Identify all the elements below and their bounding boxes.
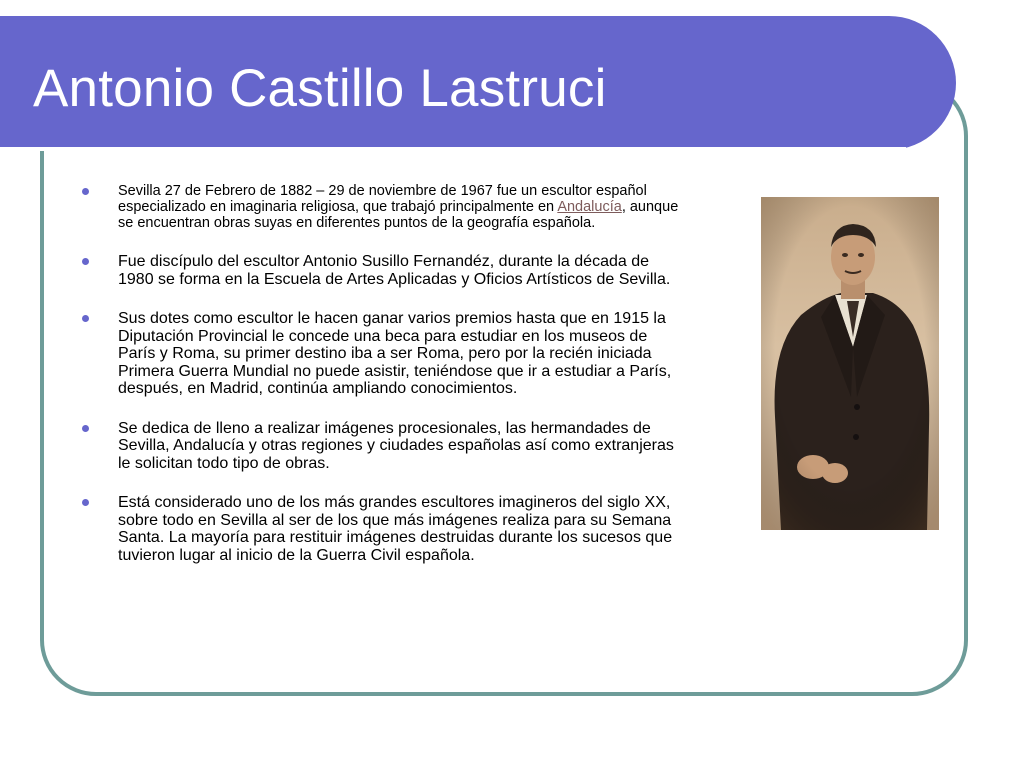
bullet-icon — [82, 188, 89, 195]
bullet-text: Se dedica de lleno a realizar imágenes procesionales, las hermandades de Sevilla, Andalucía y otras regiones y ciudades españolas así como extranjeras le solicitan todo tipo de obras. — [118, 419, 674, 472]
andalucia-link[interactable]: Andalucía — [557, 199, 622, 215]
bullet-icon — [82, 425, 89, 432]
bullet-item — [82, 310, 682, 398]
bullet-item — [82, 183, 682, 231]
bullet-item — [82, 420, 682, 473]
bullet-list — [82, 183, 682, 564]
bullet-item — [82, 253, 682, 288]
bullet-icon — [82, 499, 89, 506]
bullet-text: Sevilla 27 de Febrero de 1882 – 29 de noviembre de 1967 fue un escultor español especializado en imaginaria religiosa, que trabajó principalmente en — [118, 183, 647, 215]
bullet-item — [82, 494, 682, 564]
title-bar — [0, 16, 956, 150]
bullet-text: Fue discípulo del escultor Antonio Susillo Fernandéz, durante la década de 1980 se forma en la Escuela de Artes Aplicadas y Oficios Artísticos de Sevilla. — [118, 253, 671, 288]
bullet-text: Está considerado uno de los más grandes escultores imagineros del siglo XX, sobre todo en Sevilla al ser de los que más imágenes realiza para su Semana Santa. La mayoría para restituir imágenes destruidas durante los sucesos que tuvieron lugar al inicio de la Guerra Civil española. — [118, 494, 673, 564]
bullet-text: Sus dotes como escultor le hacen ganar varios premios hasta que en 1915 la Diputación Provincial le concede una beca para estudiar en los museos de París y Roma, su primer destino iba a ser Roma, pero por la recién iniciada Primera Guerra Mundial no puede asistir, teniéndose que ir a estudiar a París, después, en Madrid, continúa ampliando conocimientos. — [118, 310, 672, 397]
bullet-text: , aunque se encuentran obras suyas en diferentes puntos de la geografía española. — [118, 199, 679, 231]
bullet-icon — [82, 258, 89, 265]
bullet-icon — [82, 315, 89, 322]
title-underline — [0, 147, 906, 151]
slide-title: Antonio Castillo Lastruci — [33, 59, 607, 118]
portrait-photo — [761, 197, 939, 530]
